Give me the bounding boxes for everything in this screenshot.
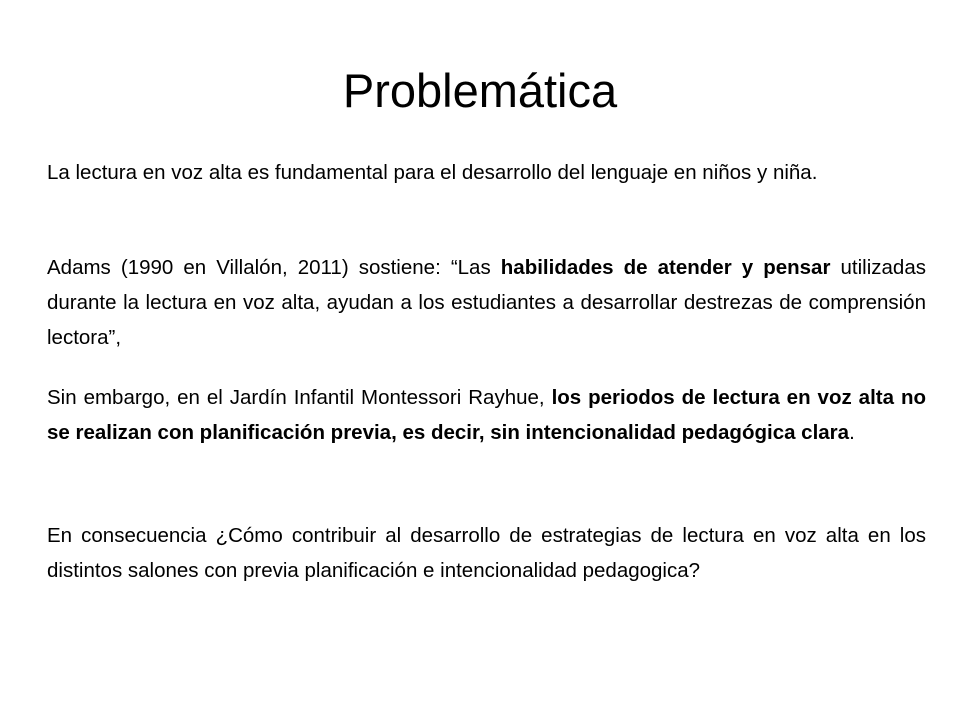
paragraph-montessori-text-start: Sin embargo, en el Jardín Infantil Montessori Rayhue, <box>47 386 552 409</box>
paragraph-intro: La lectura en voz alta es fundamental para el desarrollo del lenguaje en niños y niña. <box>47 161 818 184</box>
paragraph-adams-bold: habilidades de atender y pensar <box>500 256 831 279</box>
paragraph-montessori-text-end: . <box>849 421 855 444</box>
paragraph-question: En consecuencia ¿Cómo contribuir al desarrollo de estrategias de lectura en voz alta en los distintos salones con previa planificación e intencionalidad pedagogica? <box>47 524 926 582</box>
paragraph-montessori <box>47 380 926 450</box>
paragraph-adams-text-start: Adams (1990 en Villalón, 2011) sostiene: “Las <box>47 256 501 279</box>
paragraph-montessori-bold: los periodos de lectura en voz alta no se realizan con planificación previa, es decir, sin intencionalidad pedagógica clara <box>47 386 926 444</box>
slide-title: Problemática <box>342 64 618 117</box>
paragraph-adams-text-end: utilizadas durante la lectura en voz alta, ayudan a los estudiantes a desarrollar destrezas de comprensión lectora”, <box>47 256 926 349</box>
paragraph-adams-quote <box>47 250 926 355</box>
